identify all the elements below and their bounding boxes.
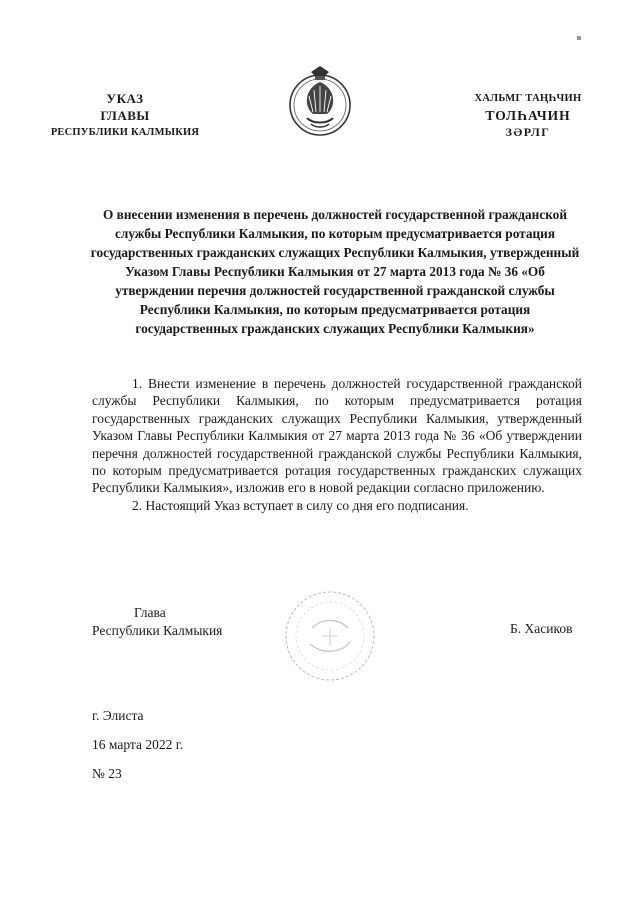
header-right-line1: ХАЛЬМГ ТАҢҺЧИН bbox=[474, 93, 582, 104]
official-seal-stamp bbox=[282, 588, 378, 684]
coat-of-arms-emblem bbox=[287, 64, 353, 144]
header-left-line2: ГЛАВЫ bbox=[100, 108, 150, 123]
signatory-position-line1: Глава bbox=[134, 605, 166, 620]
document-body bbox=[92, 375, 582, 514]
header-left-line3: РЕСПУБЛИКИ КАЛМЫКИЯ bbox=[50, 127, 200, 138]
header-right-line2: ТОЛҺАЧИН bbox=[485, 108, 571, 123]
signing-date: 16 марта 2022 г. bbox=[92, 737, 184, 752]
header-right bbox=[428, 90, 628, 141]
paragraph-2: 2. Настоящий Указ вступает в силу со дня его подписания. bbox=[132, 497, 469, 513]
place-of-signing: г. Элиста bbox=[92, 708, 144, 723]
scan-mark bbox=[577, 36, 581, 40]
document-title: О внесении изменения в перечень должностей государственной гражданской службы Республики Калмыкия, по которым предусматривается ротация государственных гражданских служащих Республики Калмыкия, утвержденный Указом Главы Республики Калмыкия от 27 марта 2013 года № 36 «Об утверждении перечня должностей государственной гражданской службы Республики Калмыкия, по которым предусматривается ротация государственных гражданских служащих Республики Калмыкия» bbox=[90, 207, 580, 336]
paragraph-1: 1. Внести изменение в перечень должностей государственной гражданской службы Республики Калмыкия, по которым предусматривается ротация государственных гражданских служащих Республики Калмыкия, утвержденный Указом Главы Республики Калмыкия от 27 марта 2013 года № 36 «Об утверждении перечня должностей государственной гражданской службы Республики Калмыкия, по которым предусматривается ротация государственных гражданских служащих Республики Калмыкия», изложив его в новой редакции согласно приложению. bbox=[92, 376, 582, 496]
header-left bbox=[20, 90, 230, 141]
signatory-name: Б. Хасиков bbox=[510, 621, 573, 636]
header-left-line1: УКАЗ bbox=[106, 91, 144, 106]
document-number: № 23 bbox=[92, 766, 122, 781]
signatory-position-line2: Республики Калмыкия bbox=[92, 623, 223, 638]
signatory-position bbox=[92, 604, 222, 640]
header-right-line3: ЗӘРЛГ bbox=[505, 125, 551, 139]
